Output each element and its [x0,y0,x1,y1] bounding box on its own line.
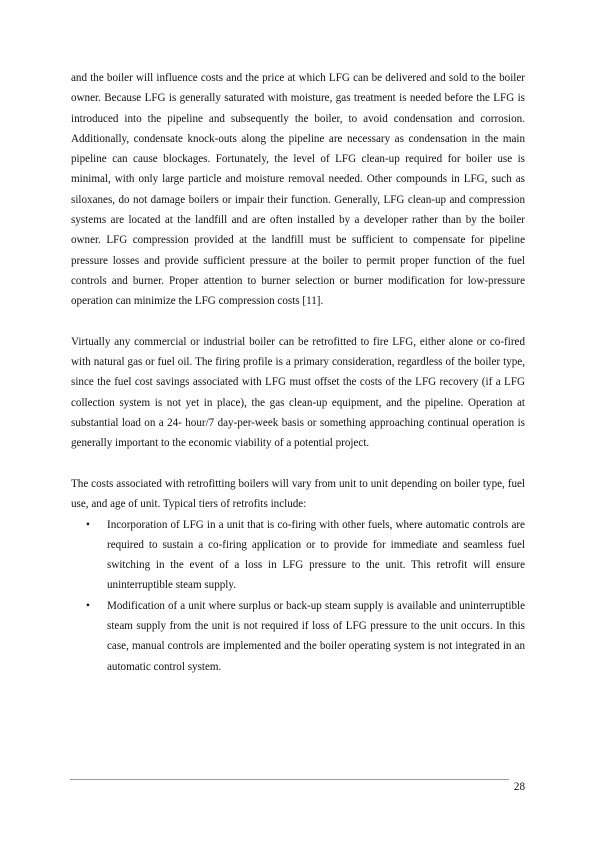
bullet-marker: • [86,599,90,612]
list-item [71,596,525,677]
page-number: 28 [513,781,525,793]
retrofit-tiers-list [71,515,525,677]
paragraph-boiler-retrofit: Virtually any commercial or industrial boiler can be retrofitted to fire LFG, either alone or co-fired with natural gas or fuel oil. The firing profile is a primary consideration, regardless of the boiler type, since the fuel cost savings associated with LFG must offset the costs of the LFG recovery (if a LFG collection system is not yet in place), the gas clean-up equipment, and the pipeline. Operation at substantial load on a 24- hour/7 day-per-week basis or something approaching continual operation is generally important to the economic viability of a potential project. [71,335,525,450]
list-item-text: Incorporation of LFG in a unit that is co-firing with other fuels, where automatic controls are required to sustain a co-firing application or to provide for immediate and seamless fuel switching in the event of a loss in LFG pressure to the unit. This retrofit will ensure uninterruptible steam supply. [107,518,525,592]
list-item [71,515,525,596]
bullet-marker: • [86,518,90,531]
list-item-text: Modification of a unit where surplus or back-up steam supply is available and uninterruptible steam supply from the unit is not required if loss of LFG pressure to the unit occurs. In this case, manual controls are implemented and the boiler operating system is not integrated in an automatic control system. [107,599,525,673]
body-text [71,68,525,677]
paragraph-retrofit-costs: The costs associated with retrofitting boilers will vary from unit to unit depending on boiler type, fuel use, and age of unit. Typical tiers of retrofits include: [71,477,525,511]
footer-divider [70,779,509,780]
paragraph-lfg-cleanup: and the boiler will influence costs and the price at which LFG can be delivered and sold to the boiler owner. Because LFG is generally saturated with moisture, gas treatment is needed before the LFG is introduced into the pipeline and subsequently the boiler, to avoid condensation and corrosion. Additionally, condensate knock-outs along the pipeline are necessary as condensation in the main pipeline can cause blockages. Fortunately, the level of LFG clean-up required for boiler use is minimal, with only large particle and moisture removal needed. Other compounds in LFG, such as siloxanes, do not damage boilers or impair their function. Generally, LFG clean-up and compression systems are located at the landfill and are often installed by a developer rather than by the boiler owner. LFG compression provided at the landfill must be sufficient to compensate for pipeline pressure losses and provide sufficient pressure at the boiler to permit proper function of the fuel controls and burner. Proper attention to burner selection or burner modification for low-pressure operation can minimize the LFG compression costs [11]. [71,72,525,308]
